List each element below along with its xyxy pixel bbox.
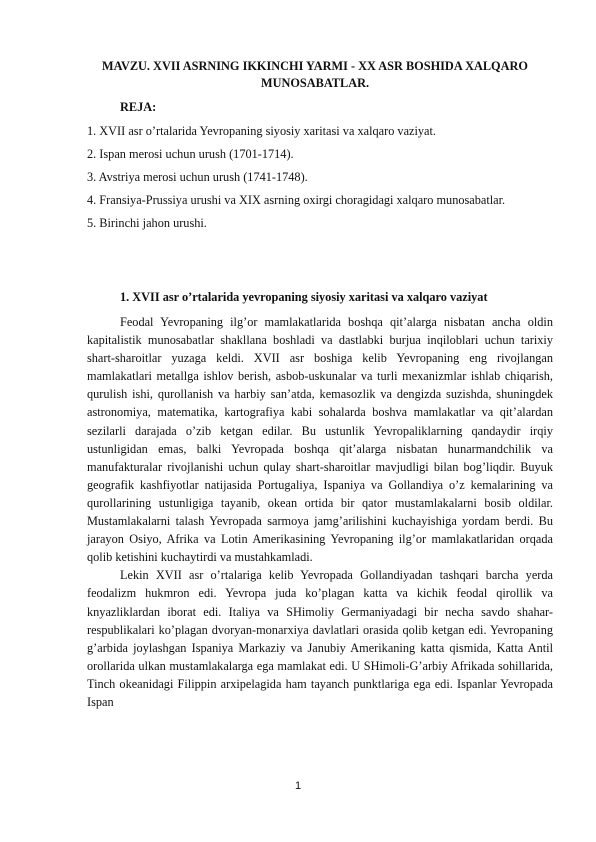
- plan-item: 4. Fransiya-Prussiya urushi va XIX asrning oxirgi choragidagi xalqaro munosabatlar.: [87, 193, 506, 208]
- body-text: [87, 313, 553, 711]
- plan-item: 5. Birinchi jahon urushi.: [87, 216, 207, 231]
- paragraph: Lekin XVII asr o’rtalariga kelib Yevropada Gollandiyadan tashqari barcha yerda feodalizm hukmron edi. Yevropa juda ko’plagan katta va kichik feodal qirollik va knyazliklardan iborat edi. Italiya va SHimoliy Germaniyadagi bir necha savdo shahar-respublikalari ko’plagan dvoryan-monarxiya davlatlari orasida qolib ketgan edi. Yevropaning g’arbida joylashgan Ispaniya Markaziy va Janubiy Amerikaning katta qismida, Katta Antil orollarida ulkan mustamlakalarga ega mamlakat edi. U SHimoli-G’arbiy Afrikada sohillarida, Tinch okeanidagi Filippin arxipelagida ham tayanch punktlariga ega edi. Ispanlar Yevropada Ispan: [87, 568, 553, 709]
- plan-item: 3. Avstriya merosi uchun urush (1741-1748).: [87, 170, 308, 185]
- plan-list: [87, 122, 553, 237]
- paragraph: Feodal Yevropaning ilg’or mamlakatlarida boshqa qit’alarga nisbatan ancha oldin kapitalistik munosabatlar shakllana boshladi va dastlabki burjua inqiloblari uchun tarixiy shart-sharoitlar yuzaga keldi. XVII asr boshiga kelib Yevropaning eng rivojlangan mamlakatlari metallga ishlov berish, asbob-uskunalar va turli mexanizmlar ishlab chiqarish, qurulish ishi, qurollanish va harbiy san’atda, kemasozlik va dengizda suzishda, shuningdek astronomiya, matematika, kartografiya kabi sohalarda boshva mamlakatlar va qit’alardan sezilarli darajada o’zib ketgan edilar. Bu ustunlik Yevropaliklarning qandaydir irqiy ustunligidan emas, balki Yevropada boshqa qit’alarga nisbatan hunarmandchilik va manufakturalar rivojlanishi uchun qulay shart-sharoitlar mavjudligi bilan bog’liqdir. Buyuk geografik kashfiyotlar natijasida Portugaliya, Ispaniya va Gollandiya o’z kemalarining va qurollarining ustunligiga tayanib, okean ortida bir qator mustamlakalarni bosib oldilar. Mustamlakalarni talash Yevropada sarmoya jamg’arilishini kuchayishiga yordam berdi. Bu jarayon Osiyo, Afrika va Lotin Amerikasining Yevropaning ilg’or mamlakatlaridan orqada qolib ketishini kuchaytirdi va mustahkamladi.: [87, 315, 553, 565]
- document-title: MAVZU. XVII ASRNING IKKINCHI YARMI - XX ASR BOSHIDA XALQARO MUNOSABATLAR.: [102, 59, 528, 90]
- plan-item: 1. XVII asr o’rtalarida Yevropaning siyosiy xaritasi va xalqaro vaziyat.: [87, 124, 436, 138]
- page-number: 1: [294, 780, 302, 792]
- plan-item: 2. Ispan merosi uchun urush (1701-1714).: [87, 147, 294, 162]
- section-heading: 1. XVII asr o’rtalarida yevropaning siyosiy xaritasi va xalqaro vaziyat: [120, 290, 488, 304]
- plan-heading: REJA:: [120, 100, 157, 114]
